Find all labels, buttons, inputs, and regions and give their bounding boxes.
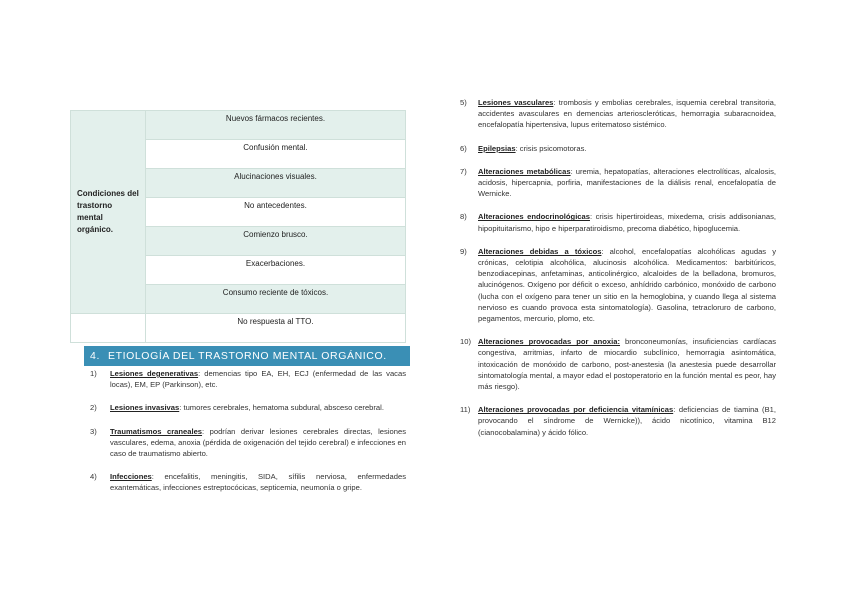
item-title: Lesiones vasculares [478, 98, 554, 107]
item-title: Alteraciones endocrinológicas [478, 212, 590, 222]
item-number: 3) [90, 426, 97, 436]
list-item [90, 426, 406, 460]
list-item [90, 368, 406, 390]
item-text: bronconeumonías, insuficiencias cardíacas congestiva, arritmias, infarto de miocardio subclínico, hemorragia asintomática, intoxicación de monóxido de carbono, post-anestesia (la anestesia puede desarrollar sintomatología mental, a mayor edad el postoperatorio en la función mental es peor, hay más riesgo). [478, 337, 776, 392]
table-cell: Alucinaciones visuales. [146, 169, 406, 198]
item-text: : encefalitis, meningitis, SIDA, sífilis nerviosa, enfermedades exantemáticas, infecciones estreptocócicas, septicemia, neumonía o gripe. [110, 472, 406, 493]
list-item [90, 471, 406, 493]
item-title: Lesiones degenerativas [110, 369, 199, 378]
table-row [71, 314, 406, 343]
item-text: : deficiencias de tiamina (B1, provocando el síndrome de Wernicke)), ácido nicotínico, vitamina B12 (cianocobalamina) y ácido fólico. [478, 405, 776, 437]
item-text: : podrían derivar lesiones cerebrales directas, lesiones vasculares, edema, anoxia (pérdida de oxigenación del tejido cerebral) e infecciones en caso de traumatismo abierto. [110, 426, 406, 459]
item-number: 2) [90, 403, 97, 413]
table-cell: Consumo reciente de tóxicos. [146, 285, 406, 314]
item-text: : crisis hipertiroideas, mixedema, crisis addisonianas, hipopituitarismo, hipo e hiperparatiroidismo, precoma diabético, hipoglucemia. [478, 212, 777, 233]
item-text: : trombosis y embolias cerebrales, isquemia cerebral transitoria, accidentes avasculares en demencias arterioscleróticas, hemorragia subaracnoidea, encefalopatía hipertensiva, lupus eritematoso sistémico. [478, 98, 776, 130]
item-title: Alteraciones metabólicas [478, 166, 571, 176]
list-item [460, 404, 776, 438]
item-number: 6) [460, 143, 467, 153]
table-cell: Nuevos fármacos recientes. [146, 111, 406, 140]
condition-label-cell: Condiciones del trastorno mental orgánico. [71, 111, 146, 314]
item-title: Alteraciones provocadas por anoxia: [478, 337, 621, 347]
table-row [71, 111, 406, 140]
list-item [460, 97, 776, 131]
item-title: Lesiones invasivas [110, 403, 180, 413]
item-title: Infecciones [110, 472, 152, 482]
item-number: 8) [460, 212, 467, 222]
item-number: 9) [460, 246, 467, 256]
item-text: : tumores cerebrales, hematoma subdural, absceso cerebral. [179, 403, 384, 413]
table-cell: Confusión mental. [146, 140, 406, 169]
item-text: : crisis psicomotoras. [515, 143, 587, 153]
list-item [460, 211, 776, 233]
item-text: : demencias tipo EA, EH, ECJ (enfermedad de las vacas locas), EM, EP (Parkinson), etc. [110, 369, 406, 390]
item-number: 5) [460, 98, 467, 107]
table-cell: No antecedentes. [146, 198, 406, 227]
section-number: 4. [90, 350, 100, 362]
etiology-list-left [90, 368, 406, 494]
table-cell: Exacerbaciones. [146, 256, 406, 285]
etiology-list-right [460, 97, 776, 438]
item-number: 4) [90, 472, 97, 482]
item-number: 7) [460, 166, 467, 176]
conditions-table [70, 110, 406, 343]
item-title: Alteraciones debidas a tóxicos [478, 246, 602, 256]
table-cell: No respuesta al TTO. [146, 314, 406, 343]
list-item [90, 402, 406, 413]
section-title: ETIOLOGÍA DEL TRASTORNO MENTAL ORGÁNICO. [107, 350, 387, 362]
item-number: 10) [460, 337, 471, 347]
table-cell: Comienzo brusco. [146, 227, 406, 256]
item-title: Alteraciones provocadas por deficiencia vitamínicas [478, 405, 674, 415]
item-number: 1) [90, 369, 97, 378]
empty-cell [71, 314, 146, 343]
item-text: : alcohol, encefalopatías alcohólicas agudas y crónicas, celotipia alcohólica, alucinosis alcohólica. Medicamentos: barbitúricos, benzodiacepinas, anfetaminas, anticolinérgico, alcaloides de la belladona, bromuros, alucinógenos. Oxígeno por déficit o exceso, anhídrido carbónico, monóxido de carbono (lucha con el oxígeno para tener un sitio en la hemoglobina, y cuando llega al sistema nervioso es cuando provoca esta sintomatología). Gasolina, tetracloruro de carbono, pegamentos, mercurio, plomo, etc. [478, 246, 776, 324]
item-text: : uremia, hepatopatías, alteraciones electrolíticas, alcalosis, acidosis, hipercapnia, porfiria, manifestaciones de la diálisis renal, encefalopatía de Wernicke. [478, 166, 776, 199]
list-item [460, 166, 776, 200]
item-title: Traumatismos craneales [110, 426, 203, 436]
item-number: 11) [460, 405, 471, 415]
list-item [460, 143, 776, 154]
item-title: Epilepsias [478, 143, 516, 153]
list-item [460, 336, 776, 392]
section-heading [84, 346, 410, 366]
list-item [460, 246, 776, 324]
